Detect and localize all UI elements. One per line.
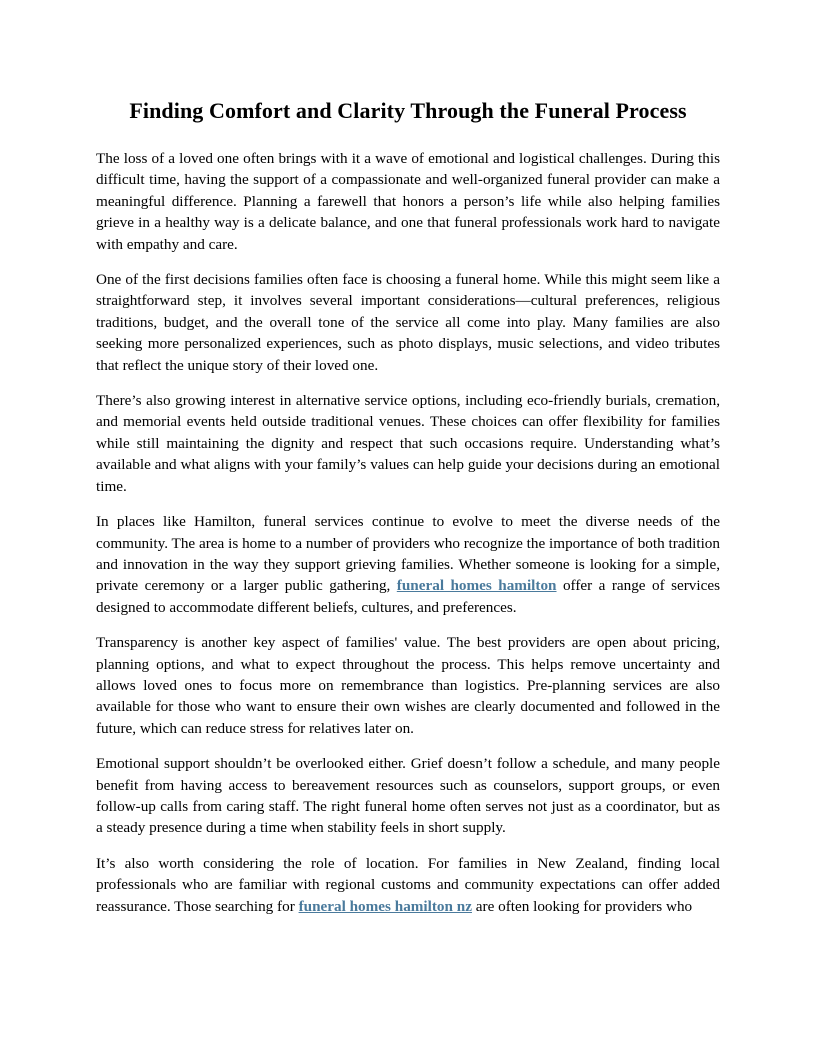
paragraph-text-after-link: are often looking for providers who <box>471 897 693 915</box>
paragraph-text-after-link: offer a range of services designed to accommodate different beliefs, cultures, and preferences. <box>96 577 720 616</box>
paragraph-alternative-options: There’s also growing interest in alternative service options, including eco-friendly burials, cremation, and memorial events held outside traditional venues. These choices can offer flexibility for families while still maintaining the dignity and respect that such occasions require. Understanding what’s available and what aligns with your family’s values can help guide your decisions during an emotional time. <box>96 392 720 495</box>
paragraph-text-before-link: It’s also worth considering the role of location. For families in New Zealand, finding local professionals who are familiar with regional customs and community expectations can offer added reassurance. Those searching for <box>96 854 720 915</box>
paragraph-intro: The loss of a loved one often brings with it a wave of emotional and logistical challenges. During this difficult time, having the support of a compassionate and well-organized funeral provider can make a meaningful difference. Planning a farewell that honors a person’s life while also helping families grieve in a healthy way is a delicate balance, and one that funeral professionals work hard to navigate with empathy and care. <box>96 150 720 253</box>
paragraph-emotional-support: Emotional support shouldn’t be overlooked either. Grief doesn’t follow a schedule, and many people benefit from having access to bereavement resources such as counselors, support groups, or even follow-up calls from caring staff. The right funeral home often serves not just as a coordinator, but as a steady presence during a time when stability feels in short supply. <box>96 755 720 837</box>
paragraph-location <box>96 853 720 917</box>
link-funeral-homes-hamilton-nz[interactable]: funeral homes hamilton nz <box>298 897 472 915</box>
paragraph-hamilton-services <box>96 511 720 618</box>
link-funeral-homes-hamilton[interactable]: funeral homes hamilton <box>396 577 557 595</box>
document-title: Finding Comfort and Clarity Through the Funeral Process <box>129 98 687 123</box>
paragraph-transparency: Transparency is another key aspect of families' value. The best providers are open about pricing, planning options, and what to expect throughout the process. This helps remove uncertainty and allows loved ones to focus more on remembrance than logistics. Pre-planning services are also available for those who want to ensure their own wishes are clearly documented and followed in the future, which can reduce stress for relatives later on. <box>96 634 720 737</box>
paragraph-choosing-funeral-home: One of the first decisions families often face is choosing a funeral home. While this might seem like a straightforward step, it involves several important considerations—cultural preferences, religious traditions, budget, and the overall tone of the service all come into play. Many families are also seeking more personalized experiences, such as photo displays, music selections, and video tributes that reflect the unique story of their loved one. <box>96 271 720 374</box>
paragraph-text-before-link: In places like Hamilton, funeral services continue to evolve to meet the diverse needs of the community. The area is home to a number of providers who recognize the importance of both tradition and innovation in the way they support grieving families. Whether someone is looking for a simple, private ceremony or a larger public gathering, <box>96 513 720 595</box>
